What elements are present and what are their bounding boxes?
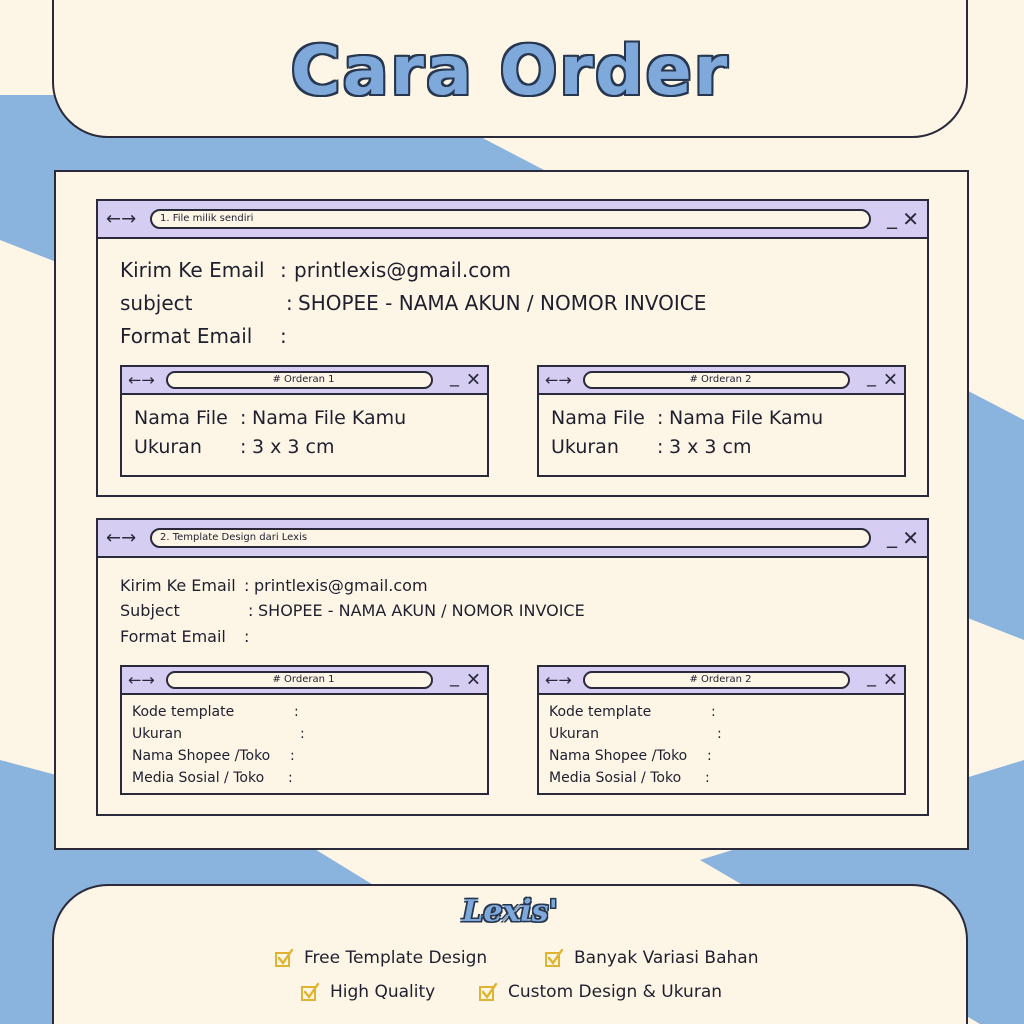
field-value: Nama File Kamu bbox=[669, 407, 824, 429]
subject-value: SHOPEE - NAMA AKUN / NOMOR INVOICE bbox=[258, 601, 585, 620]
field-label: Media Sosial / Toko bbox=[132, 770, 265, 786]
back-forward-arrows-icon[interactable]: ←→ bbox=[545, 670, 572, 690]
separator: : bbox=[290, 748, 295, 764]
subject-value: SHOPEE - NAMA AKUN / NOMOR INVOICE bbox=[298, 291, 707, 315]
feature-label: Free Template Design bbox=[304, 948, 488, 968]
minimize-icon[interactable]: _ bbox=[867, 666, 876, 688]
email-value: printlexis@gmail.com bbox=[254, 576, 428, 595]
field-label: Nama Shopee /Toko bbox=[132, 748, 271, 764]
separator: : bbox=[286, 291, 293, 315]
email-value: printlexis@gmail.com bbox=[294, 258, 511, 282]
section1-subject-row bbox=[120, 291, 840, 319]
field-label: Kode template bbox=[549, 704, 652, 720]
minimize-icon[interactable]: _ bbox=[887, 523, 897, 548]
field-label: Ukuran bbox=[132, 726, 183, 742]
footer-card bbox=[52, 884, 968, 1024]
field-label: Kode template bbox=[132, 704, 235, 720]
order-field-row bbox=[132, 726, 432, 746]
separator: : bbox=[705, 770, 710, 786]
section2-window bbox=[96, 518, 929, 816]
order-title-bar bbox=[539, 667, 904, 695]
order-field-row bbox=[551, 407, 891, 433]
back-forward-arrows-icon[interactable]: ←→ bbox=[128, 670, 155, 690]
section2-email-row bbox=[120, 576, 620, 598]
separator: : bbox=[707, 748, 712, 764]
email-label: Kirim Ke Email bbox=[120, 258, 265, 282]
close-icon[interactable]: ✕ bbox=[465, 369, 481, 391]
field-value: 3 x 3 cm bbox=[669, 436, 752, 458]
brand-logo: Lexis' bbox=[462, 894, 558, 929]
feature-label: Banyak Variasi Bahan bbox=[574, 948, 759, 968]
field-label: Nama Shopee /Toko bbox=[549, 748, 688, 764]
order-tab-title: # Orderan 1 bbox=[166, 671, 433, 689]
checkbox-checked-icon bbox=[300, 982, 320, 1002]
separator: : bbox=[244, 627, 250, 646]
checkbox-checked-icon bbox=[274, 948, 294, 968]
subject-label: Subject bbox=[120, 601, 180, 620]
order-tab-title: # Orderan 2 bbox=[583, 371, 850, 389]
back-forward-arrows-icon[interactable]: ←→ bbox=[545, 370, 572, 390]
section2-format-row bbox=[120, 627, 420, 649]
checkbox-checked-icon bbox=[544, 948, 564, 968]
feature-label: High Quality bbox=[330, 982, 436, 1002]
separator: : bbox=[288, 770, 293, 786]
feature-item bbox=[478, 982, 722, 1002]
field-label: Media Sosial / Toko bbox=[549, 770, 682, 786]
order-field-row bbox=[549, 726, 849, 746]
feature-item bbox=[544, 948, 758, 968]
separator: : bbox=[240, 407, 247, 429]
checkbox-checked-icon bbox=[478, 982, 498, 1002]
order-tab-title: # Orderan 2 bbox=[583, 671, 850, 689]
order-field-row bbox=[549, 704, 849, 724]
close-icon[interactable]: ✕ bbox=[465, 669, 481, 691]
order-field-row bbox=[132, 770, 432, 790]
back-forward-arrows-icon[interactable]: ←→ bbox=[106, 527, 137, 549]
section1-tab-title: 1. File milik sendiri bbox=[150, 209, 871, 229]
separator: : bbox=[657, 436, 664, 458]
order-tab-title: # Orderan 1 bbox=[166, 371, 433, 389]
close-icon[interactable]: ✕ bbox=[882, 369, 898, 391]
order-field-row bbox=[549, 748, 849, 768]
title-card bbox=[52, 0, 968, 138]
field-label: Ukuran bbox=[134, 436, 202, 458]
order-field-row bbox=[134, 407, 474, 433]
minimize-icon[interactable]: _ bbox=[450, 366, 459, 388]
section1-format-row bbox=[120, 324, 420, 352]
feature-item bbox=[274, 948, 487, 968]
section2-tab-title: 2. Template Design dari Lexis bbox=[150, 528, 871, 548]
separator: : bbox=[280, 324, 287, 348]
minimize-icon[interactable]: _ bbox=[867, 366, 876, 388]
back-forward-arrows-icon[interactable]: ←→ bbox=[106, 208, 137, 230]
order-field-row bbox=[132, 748, 432, 768]
email-label: Kirim Ke Email bbox=[120, 576, 236, 595]
separator: : bbox=[717, 726, 722, 742]
section1-order1-window bbox=[120, 365, 489, 477]
separator: : bbox=[248, 601, 254, 620]
separator: : bbox=[300, 726, 305, 742]
close-icon[interactable]: ✕ bbox=[882, 669, 898, 691]
separator: : bbox=[294, 704, 299, 720]
separator: : bbox=[657, 407, 664, 429]
minimize-icon[interactable]: _ bbox=[450, 666, 459, 688]
section2-title-bar bbox=[98, 520, 927, 558]
page-title: Cara Order bbox=[290, 31, 730, 111]
section2-subject-row bbox=[120, 601, 720, 623]
field-label: Nama File bbox=[551, 407, 645, 429]
order-field-row bbox=[549, 770, 849, 790]
separator: : bbox=[240, 436, 247, 458]
order-title-bar bbox=[122, 667, 487, 695]
feature-label: Custom Design & Ukuran bbox=[508, 982, 723, 1002]
order-title-bar bbox=[539, 367, 904, 395]
section1-order2-window bbox=[537, 365, 906, 477]
back-forward-arrows-icon[interactable]: ←→ bbox=[128, 370, 155, 390]
section1-window bbox=[96, 199, 929, 497]
field-label: Nama File bbox=[134, 407, 228, 429]
format-label: Format Email bbox=[120, 324, 253, 348]
order-field-row bbox=[132, 704, 432, 724]
instructions-card bbox=[54, 170, 969, 850]
field-label: Ukuran bbox=[551, 436, 619, 458]
separator: : bbox=[244, 576, 250, 595]
field-value: Nama File Kamu bbox=[252, 407, 407, 429]
minimize-icon[interactable]: _ bbox=[887, 204, 897, 229]
order-field-row bbox=[134, 436, 474, 462]
order-field-row bbox=[551, 436, 891, 462]
order-title-bar bbox=[122, 367, 487, 395]
separator: : bbox=[280, 258, 287, 282]
section1-email-row bbox=[120, 258, 720, 286]
section2-order2-window bbox=[537, 665, 906, 795]
section1-title-bar bbox=[98, 201, 927, 239]
close-icon[interactable]: ✕ bbox=[902, 526, 919, 550]
subject-label: subject bbox=[120, 291, 193, 315]
section2-order1-window bbox=[120, 665, 489, 795]
separator: : bbox=[711, 704, 716, 720]
format-label: Format Email bbox=[120, 627, 226, 646]
close-icon[interactable]: ✕ bbox=[902, 207, 919, 231]
feature-item bbox=[300, 982, 435, 1002]
field-value: 3 x 3 cm bbox=[252, 436, 335, 458]
field-label: Ukuran bbox=[549, 726, 600, 742]
